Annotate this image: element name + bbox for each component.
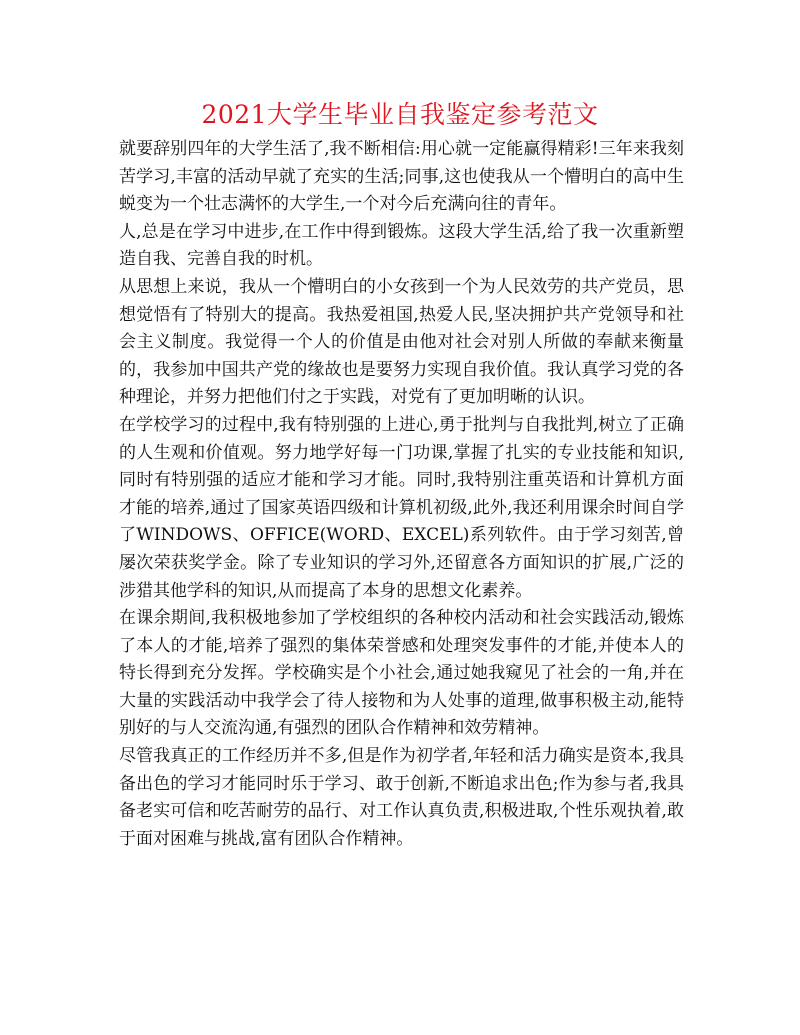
document-title: 2021大学生毕业自我鉴定参考范文 [201,100,599,129]
paragraph-5: 在课余期间,我积极地参加了学校组织的各种校内活动和社会实践活动,锻炼了本人的才能,培养了强烈的集体荣誉感和处理突发事件的才能,并使本人的特长得到充分发挥。学校确实是个小社会,通过她我窥见了社会的一角,并在大量的实践活动中我学会了待人接物和为人处事的道理,做事积极主动,能特别好的与人交流沟通,有强烈的团队合作精神和效劳精神。 [119,608,684,739]
paragraph-4: 在学校学习的过程中,我有特别强的上进心,勇于批判与自我批判,树立了正确的人生观和价值观。努力地学好每一门功课,掌握了扎实的专业技能和知识,同时有特别强的适应才能和学习才能。同时,我特别注重英语和计算机方面才能的培养,通过了国家英语四级和计算机初级,此外,我还利用课余时间自学了WINDOWS、OFFICE(WORD、EXCEL)系列软件。由于学习刻苦,曾屡次荣获奖学金。除了专业知识的学习外,还留意各方面知识的扩展,广泛的涉猎其他学科的知识,从而提高了本身的思想文化素养。 [119,414,684,601]
paragraph-1: 就要辞别四年的大学生活了,我不断相信:用心就一定能赢得精彩!三年来我刻苦学习,丰富的活动早就了充实的生活;同事,这也使我从一个懵明白的高中生蜕变为一个壮志满怀的大学生,一个对今后充满向往的青年。 [119,139,684,215]
paragraph-3: 从思想上来说，我从一个懵明白的小女孩到一个为人民效劳的共产党员，思想觉悟有了特别大的提高。我热爱祖国,热爱人民,坚决拥护共产党领导和社会主义制度。我觉得一个人的价值是由他对社会对别人所做的奉献来衡量的，我参加中国共产党的缘故也是要努力实现自我价值。我认真学习党的各种理论，并努力把他们付之于实践，对党有了更加明晰的认识。 [119,276,684,408]
paragraph-2: 人,总是在学习中进步,在工作中得到锻炼。这段大学生活,给了我一次重新塑造自我、完善自我的时机。 [119,221,684,270]
paragraph-6: 尽管我真正的工作经历并不多,但是作为初学者,年轻和活力确实是资本,我具备出色的学习才能同时乐于学习、敢于创新,不断追求出色;作为参与者,我具备老实可信和吃苦耐劳的品行、对工作认真负责,积极进取,个性乐观执着,敢于面对困难与挑战,富有团队合作精神。 [119,746,684,849]
document-body [119,136,684,853]
